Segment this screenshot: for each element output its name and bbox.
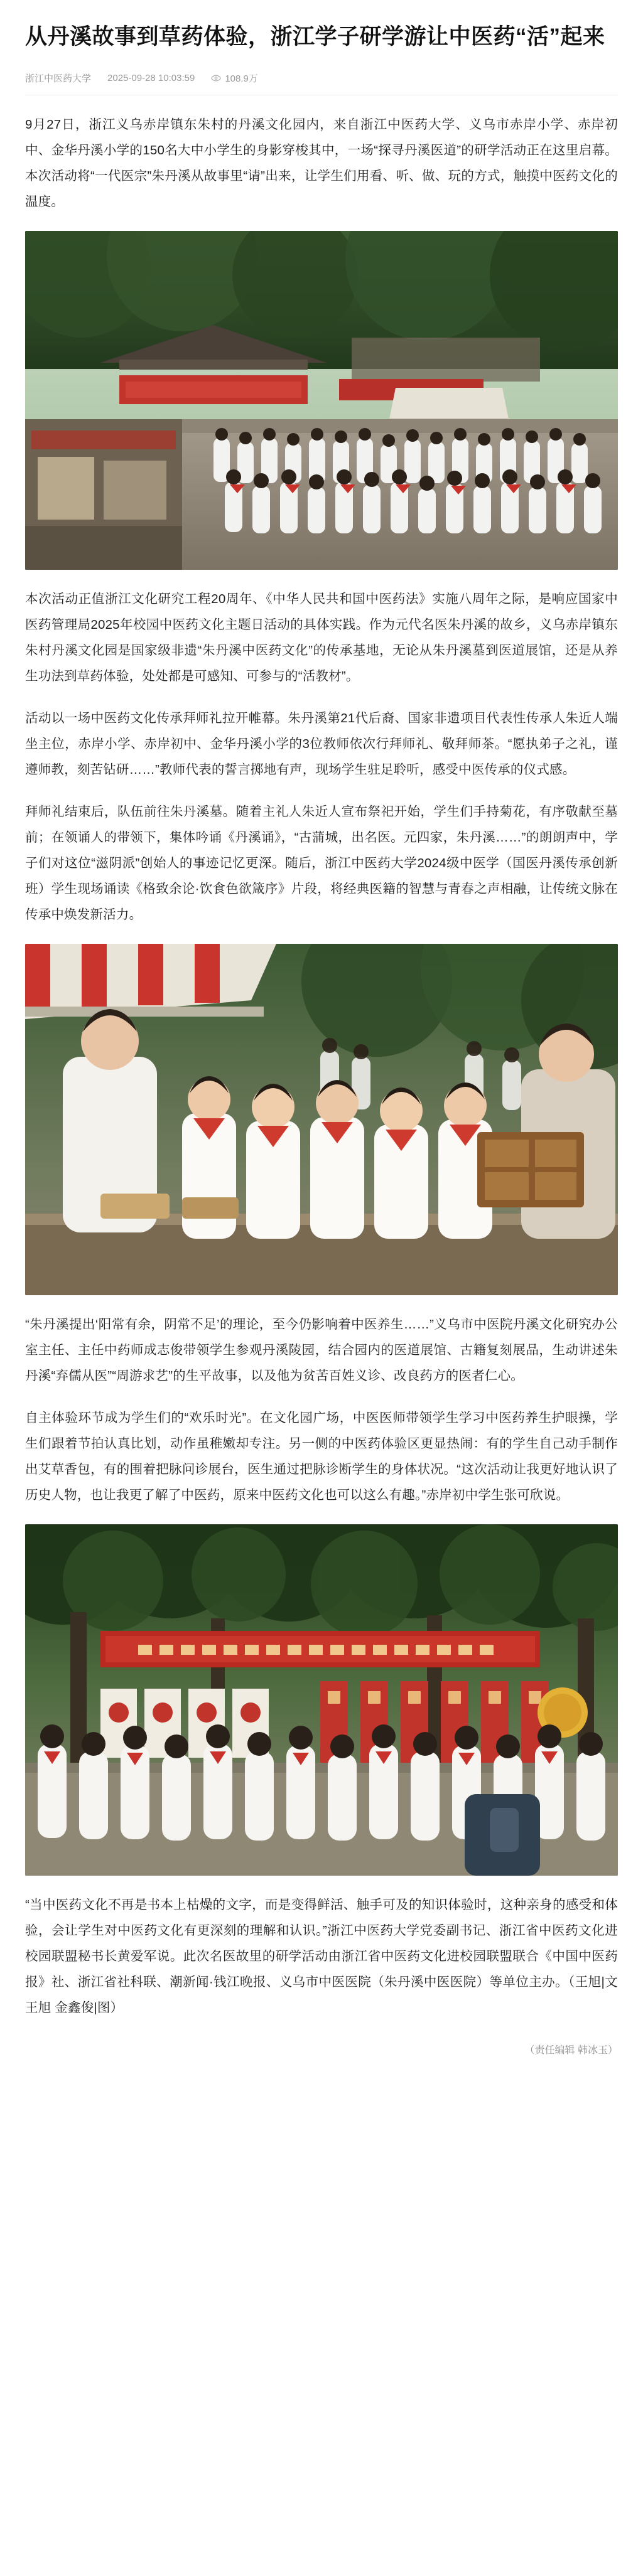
article-paragraph: 9月27日，浙江义乌赤岸镇东朱村的丹溪文化园内，来自浙江中医药大学、义乌市赤岸小学、赤岸初中、金华丹溪小学的150名大中小学生的身影穿梭其中，一场“探寻丹溪医道”的研学活动正在这里启幕。本次活动将“一代医宗”朱丹溪从故事里“请”出来，让学生们用看、听、做、玩的方式，触摸中医药文化的温度。	[25, 117, 618, 209]
article-paragraph: 自主体验环节成为学生们的“欢乐时光”。在文化园广场，中医医师带领学生学习中医药养生护眼操，学生们跟着节拍认真比划，动作虽稚嫩却专注。另一侧的中医药体验区更显热闹：有的学生自己动手制作出艾草香包，有的围着把脉问诊展台，医生通过把脉诊断学生的身体状况。“这次活动让我更好地认识了历史人物，也让我更了解了中医药，原来中医药文化也可以这么有趣。”赤岸初中学生张可欣说。	[25, 1410, 618, 1502]
editor-credit: （责任编辑 韩冰玉）	[524, 2044, 618, 2056]
article-meta	[25, 72, 618, 95]
article-paragraph: 拜师礼结束后，队伍前往朱丹溪墓。随着主礼人朱近人宣布祭祀开始，学生们手持菊花，有序敬献至墓前；在领诵人的带领下，集体吟诵《丹溪诵》，“古蒲城，出名医。元四家，朱丹溪……”的朗朗声中，学子们对这位“滋阴派”创始人的事迹记忆更深。随后，浙江中医药大学2024级中医学（国医丹溪传承创新班）学生现场诵读《格致余论·饮食色欲箴序》片段，将经典医籍的智慧与青春之声相融，让传统文脉在传承中焕发新活力。	[25, 804, 618, 922]
views-count: 108.9万	[225, 73, 258, 84]
article-paragraph: 本次活动正值浙江文化研究工程20周年、《中华人民共和国中医药法》实施八周年之际，是响应国家中医药管理局2025年校园中医药文化主题日活动的具体实践。作为元代名医朱丹溪的故乡，义乌赤岸镇东朱村丹溪文化园是国家级非遗“朱丹溪中医药文化”的传承基地，无论从朱丹溪墓到医道展馆，还是从养生功法到草药体验，处处都是可感知、可参与的“活教材”。	[25, 591, 618, 683]
article-timestamp: 2025-09-28 10:03:59	[107, 72, 195, 83]
photo-herb-experience	[25, 944, 618, 1295]
footer-credit-row	[25, 2042, 618, 2056]
page-title: 从丹溪故事到草药体验，浙江学子研学游让中医药“活”起来	[25, 24, 605, 49]
article-source: 浙江中医药大学	[25, 73, 92, 84]
article-views	[211, 72, 258, 85]
eye-icon	[211, 75, 221, 82]
article-paragraph: “朱丹溪提出‘阳常有余，阴常不足’的理论，至今仍影响着中医养生……”义乌市中医院丹溪文化研究办公室主任、主任中药师成志俊带领学生参观丹溪陵园，结合园内的医道展馆、古籍复刻展品，生动讲述朱丹溪“弃儒从医”“周游求艺”的生平故事，以及他为贫苦百姓义诊、改良药方的医者仁心。	[25, 1317, 618, 1383]
article-paragraph: 活动以一场中医药文化传承拜师礼拉开帷幕。朱丹溪第21代后裔、国家非遗项目代表性传承人朱近人端坐主位，赤岸小学、赤岸初中、金华丹溪小学的3位教师依次行拜师礼、敬拜师茶。“愿执弟子之礼，谨遵师教，刻苦钻研……”教师代表的誓言掷地有声，现场学生驻足聆听，感受中医传承的仪式感。	[25, 710, 618, 777]
photo-ceremony-banner	[25, 1524, 618, 1876]
article-paragraph: “当中医药文化不再是书本上枯燥的文字，而是变得鲜活、触手可及的知识体验时，这种亲身的感受和体验，会让学生对中医药文化有更深刻的理解和认识。”浙江中医药大学党委副书记、浙江省中医药文化进校园联盟秘书长黄爱军说。此次名医故里的研学活动由浙江省中医药文化进校园联盟联合《中国中医药报》社、浙江省社科联、潮新闻·钱江晚报、义乌市中医医院（朱丹溪中医医院）等单位主办。（王旭|文 王旭 金鑫俊|图）	[25, 1897, 618, 2015]
photo-market-stalls	[25, 231, 618, 570]
